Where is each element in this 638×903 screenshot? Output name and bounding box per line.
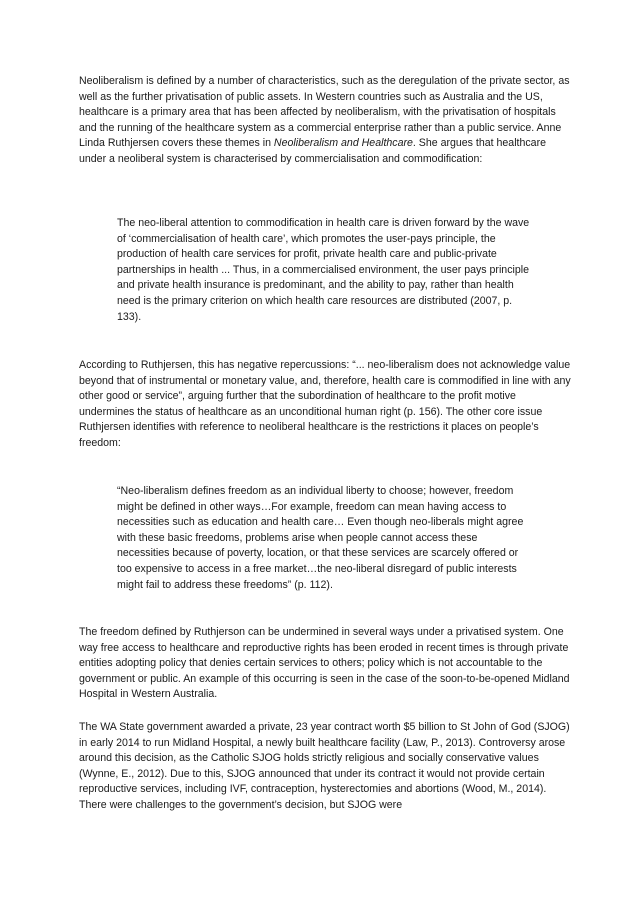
paragraph-ruthjersen-repercussions: According to Ruthjersen, this has negative repercussions: “... neo-liberalism does not acknowledge value beyond that of instrumental or monetary value, and, therefore, health care is commodified in line with any other good or service”, arguing further that the subordination of healthcare to the profit motive undermines the status of healthcare as an unconditional human right (p. 156). The other core issue Ruthjersen identifies with reference to neoliberal healthcare is the restrictions it places on people’s freedom: [79,359,571,449]
book-title: Neoliberalism and Healthcare [273,137,413,150]
paragraph-text: Neoliberalism is defined by a number of characteristics, such as the deregulation of the private sector, as well as the further privatisation of public assets. In Western countries such as Australia and the US, healthcare is a primary area that has been affected by neoliberalism, with the privatisation of hospitals and the running of the healthcare system as a commercial enterprise rather than a public service. Anne Linda Ruthjersen covers these themes in [79,75,570,150]
block-quote-commodification: The neo-liberal attention to commodification in health care is driven forward by the wave of ‘commercialisation of health care’, which promotes the user-pays principle, the production of health care services for profit, private health care and public-private partnerships in health ... Thus, in a commercialised environment, the user pays principle and private health insurance is predominant, and the ability to pay, rather than health need is the primary criterion on which health care resources are distributed (2007, p. 133). [117,217,530,323]
paragraph-midland-hospital: The WA State government awarded a private, 23 year contract worth $5 billion to St John of God (SJOG) in early 2014 to run Midland Hospital, a newly built healthcare facility (Law, P., 2013). Controversy arose around this decision, as the Catholic SJOG holds strictly religious and socially conservative values (Wynne, E., 2012). Due to this, SJOG announced that under its contract it would not provide certain reproductive services, including IVF, contraception, hysterectomies and abortions (Wood, M., 2014). There were challenges to the government’s decision, but SJOG were [79,721,570,811]
paragraph-freedom-undermined: The freedom defined by Ruthjerson can be undermined in several ways under a privatised system. One way free access to healthcare and reproductive rights has been eroded in recent times is through private entities adopting policy that denies certain services to others; policy which is not accountable to the government or public. An example of this occurring is seen in the case of the soon-to-be-opened Midland Hospital in Western Australia. [79,626,570,701]
paragraph-text: . She argues that healthcare under a neoliberal system is characterised by commercialisation and commodification: [79,137,546,165]
paragraph-neoliberalism-definition [79,74,571,168]
block-quote-freedom: “Neo-liberalism defines freedom as an individual liberty to choose; however, freedom might be defined in other ways…For example, freedom can mean having access to necessities such as education and health care… Even though neo-liberals might agree with these basic freedoms, problems arise when people cannot access these necessities because of poverty, location, or that these services are scarcely offered or too expensive to access in a free market…the neo-liberal disregard of public interests might fail to address these freedoms” (p. 112). [117,485,524,591]
